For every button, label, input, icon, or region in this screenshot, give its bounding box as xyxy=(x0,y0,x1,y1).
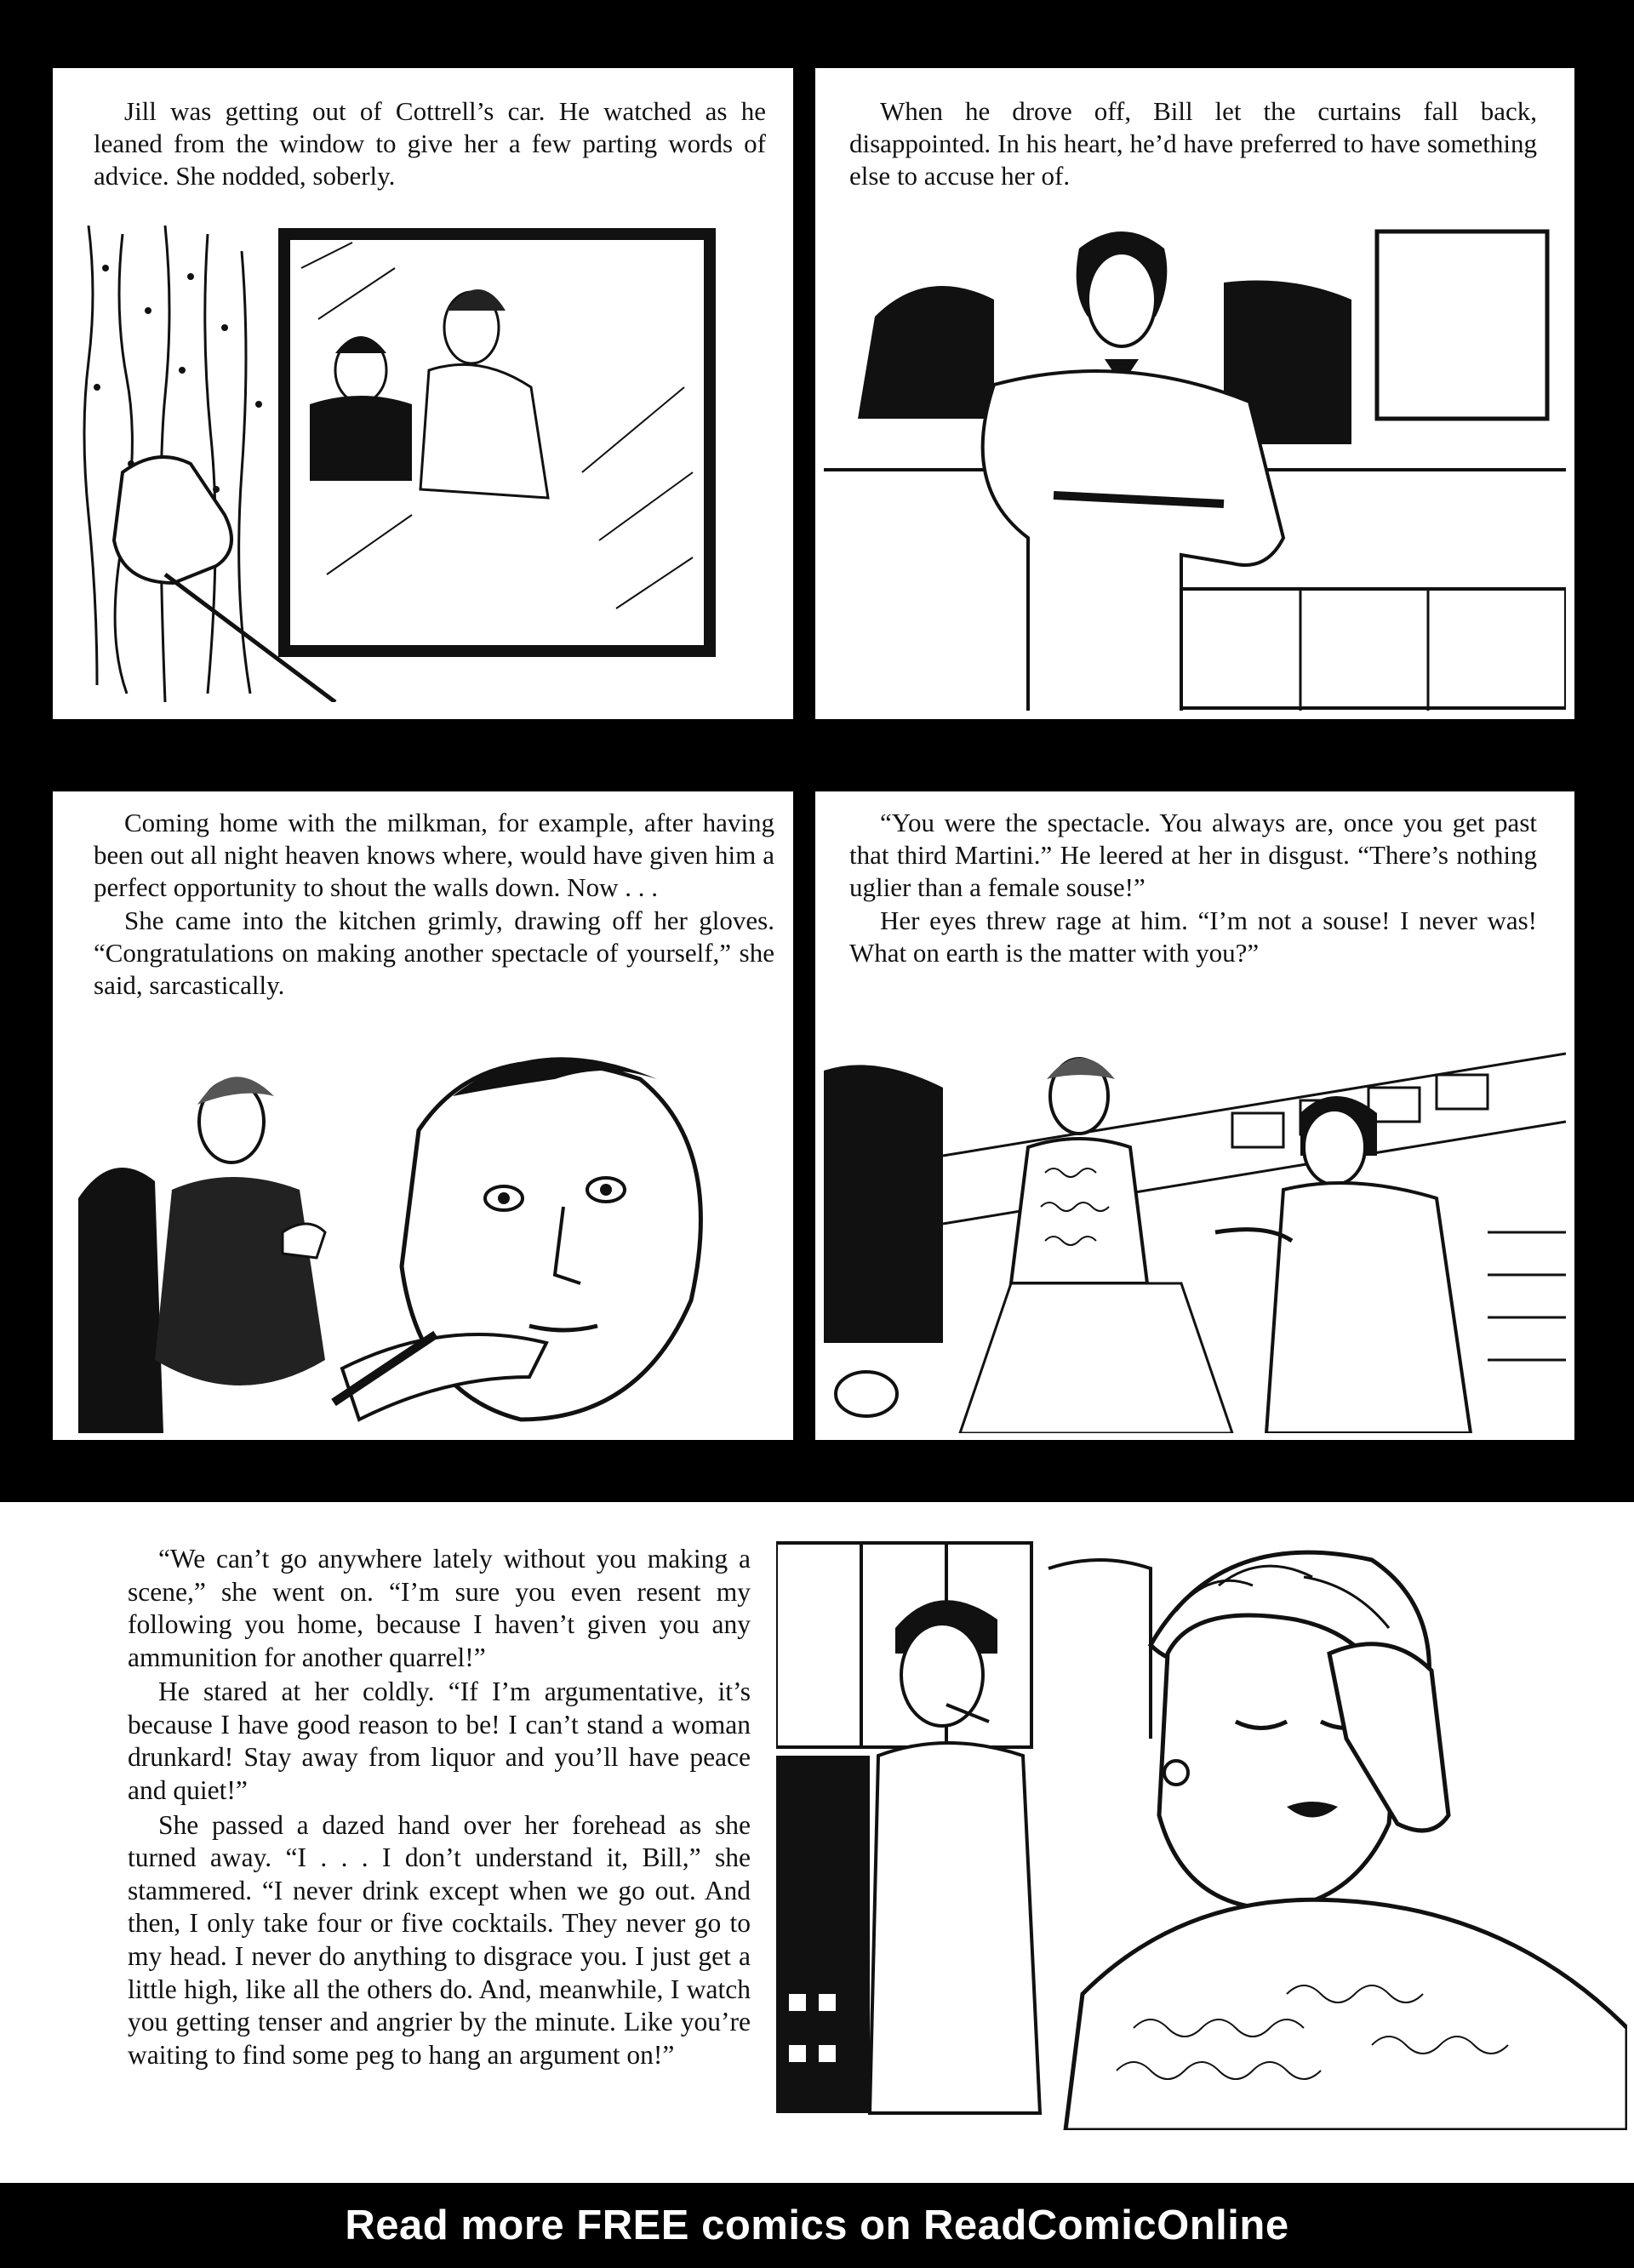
comic-panel-2 xyxy=(815,68,1574,719)
caption-box xyxy=(128,1543,751,2071)
promo-banner[interactable] xyxy=(0,2183,1634,2268)
caption-paragraph: She came into the kitchen grimly, drawing off her gloves. “Congratulations on making another spectacle of yourself,” she said, sarcastically. xyxy=(94,905,774,1001)
comic-panel-5 xyxy=(0,1502,1634,2183)
caption-box xyxy=(849,807,1537,969)
caption-box xyxy=(94,807,774,1002)
illustration-argument-kitchen xyxy=(824,1020,1566,1433)
illustration-curtain-window xyxy=(71,217,774,702)
promo-banner-text[interactable]: Read more FREE comics on ReadComicOnline xyxy=(345,2202,1289,2248)
caption-paragraph: Jill was getting out of Cottrell’s car. He watched as he leaned from the window to give her a few parting words of advice. She nodded, soberly. xyxy=(94,96,766,191)
illustration-woman-gloves-man-smoking xyxy=(61,1028,785,1433)
caption-box xyxy=(849,95,1537,191)
comic-panel-1 xyxy=(53,68,793,719)
comic-panel-4 xyxy=(815,791,1574,1440)
illustration-woman-forehead xyxy=(776,1517,1627,2130)
caption-paragraph: Her eyes threw rage at him. “I’m not a souse! I never was! What on earth is the matter with you?” xyxy=(849,905,1537,968)
caption-paragraph: Coming home with the milkman, for example, after having been out all night heaven knows where, would have given him a perfect opportunity to shout the walls down. Now . . . xyxy=(94,808,774,902)
comic-panel-3 xyxy=(53,791,793,1440)
caption-paragraph: She passed a dazed hand over her forehead as she turned away. “I . . . I don’t understand it, Bill,” she stammered. “I never drink except when we go out. And then, I only take four or five cocktails. They never go to my head. I never do anything to disgrace you. I just get a little high, like all the others do. And, meanwhile, I watch you getting tenser and angrier by the minute. Like you’re waiting to find some peg to hang an argument on!” xyxy=(128,1809,751,2070)
caption-paragraph: “We can’t go anywhere lately without you making a scene,” she went on. “I’m sure you even resent my following you home, because I haven’t given you any ammunition for another quarrel!” xyxy=(128,1544,751,1672)
caption-paragraph: He stared at her coldly. “If I’m argumentative, it’s because I have good reason to be! I can’t stand a woman drunkard! Stay away from liquor and you’ll have peace and quiet!” xyxy=(128,1677,751,1806)
caption-box xyxy=(94,95,766,191)
caption-paragraph: “You were the spectacle. You always are, once you get past that third Martini.” He leered at her in disgust. “There’s nothing uglier than a female souse!” xyxy=(849,808,1537,902)
caption-paragraph: When he drove off, Bill let the curtains fall back, disappointed. In his heart, he’d have preferred to have something else to accuse her of. xyxy=(849,96,1537,191)
illustration-man-leaning xyxy=(824,214,1566,711)
